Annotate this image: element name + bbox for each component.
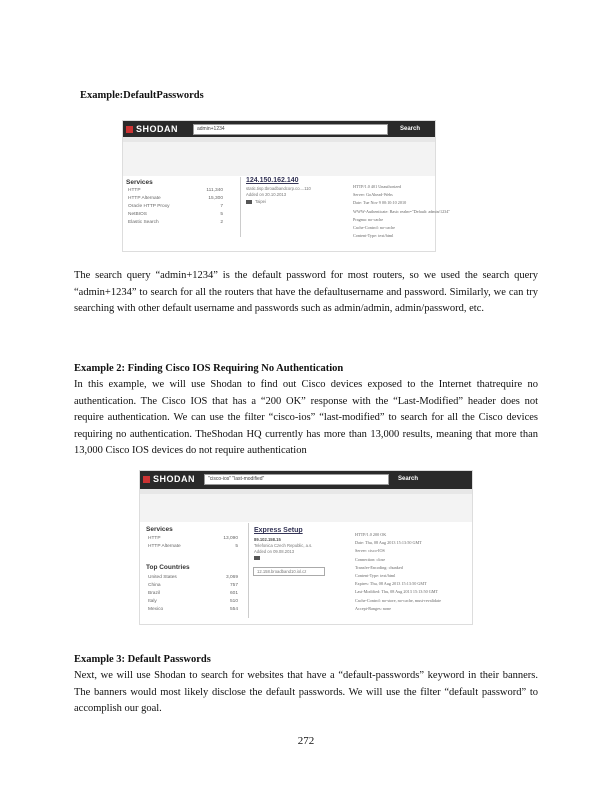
search-button[interactable]: Search <box>398 476 419 482</box>
column-divider <box>240 177 241 237</box>
result-ip: 89.102.158.15 <box>254 537 281 542</box>
example-3-paragraph: Next, we will use Shodan to search for websites that have a “default-passwords” keyword in their banners. The banners would most likely disclose the default passwords. We will use the filter “default password” to accomplish our goal. <box>74 670 538 715</box>
example-1-paragraph: The search query “admin+1234” is the default password for most routers, so we used the search query “admin+1234” to search for all the routers that have the defaultusername and password. Similarly, we can try searching with other default username and passwords such as admin/admin, admin/password, etc. <box>74 270 538 315</box>
shodan-topbar <box>140 471 472 489</box>
search-input[interactable]: admin+1234 <box>193 124 388 135</box>
shodan-logo: SHODAN <box>143 474 195 484</box>
example-3-heading: Example 3: Default Passwords <box>74 654 211 665</box>
shodan-topbar <box>123 121 435 137</box>
service-row[interactable]: NetBIOS 5 <box>128 212 223 217</box>
search-button[interactable]: Search <box>400 126 421 132</box>
search-input[interactable]: "cisco-ios" "last-modified" <box>204 474 389 485</box>
result-hostname-box[interactable]: 12.158.broadband10.iol.cz <box>253 567 325 576</box>
service-row[interactable]: HTTP Alternate 5 <box>148 544 238 549</box>
example-2-heading: Example 2: Finding Cisco IOS Requiring No Authentication <box>74 363 344 374</box>
country-row[interactable]: United States 3,069 <box>148 575 238 580</box>
country-row[interactable]: Italy 510 <box>148 599 238 604</box>
filter-band <box>140 494 472 522</box>
page-number: 272 <box>297 735 315 747</box>
result-added-date: Added on 09.08.2013 <box>254 549 295 554</box>
shodan-screenshot-1 <box>122 120 451 252</box>
service-row[interactable]: Elastic Search 2 <box>128 220 223 225</box>
services-title: Services <box>126 179 153 186</box>
service-row[interactable]: HTTP Alternate 15,300 <box>128 196 223 201</box>
result-host: static.tisp.tbroadbandcorp.co....110 <box>246 186 311 191</box>
flag-icon <box>254 556 260 561</box>
result-added-date: Added on 20.10.2013 <box>246 192 287 197</box>
service-row[interactable]: HTTP 111,340 <box>128 188 223 193</box>
top-countries-title: Top Countries <box>146 564 190 571</box>
shodan-screenshot-2 <box>139 470 473 625</box>
result-title-link[interactable]: Express Setup <box>254 527 303 534</box>
services-title: Services <box>146 526 173 533</box>
result-ip-link[interactable]: 124.150.162.140 <box>246 177 299 184</box>
result-org: Telefonica Czech Republic, a.s. <box>254 543 313 548</box>
shodan-logo: SHODAN <box>126 124 178 134</box>
column-divider <box>248 523 249 618</box>
service-row[interactable]: Oracle HTTP Proxy 7 <box>128 204 223 209</box>
service-row[interactable]: HTTP 13,090 <box>148 536 238 541</box>
result-banner: HTTP/1.0 401 Unauthorized Server: GoAhead-Webs Date: Tue Nov 9 00:10:10 2010 WWW-Authenticate: Basic realm="Default: admin/1234" Pragma: no-cache Cache-Control: no-cache Content-Type: text/html <box>353 184 451 239</box>
flag-icon <box>246 200 252 204</box>
country-row[interactable]: China 757 <box>148 583 238 588</box>
result-banner: HTTP/1.0 200 OK Date: Thu, 08 Aug 2013 15:13:50 GMT Server: cisco-IOS Connection: close Transfer-Encoding: chunked Content-Type: text/html Expires: Thu, 08 Aug 2013 15:13:50 GMT Last-Modified: Thu, 08 Aug 2013 15:13:50 GMT Cache-Control: no-store, no-cache, must-revalidate Accept-Ranges: none <box>355 532 441 611</box>
example-2-paragraph: In this example, we will use Shodan to find out Cisco devices exposed to the Internet thatrequire no authentication. The Cisco IOS that has a “200 OK” response with the “Last-Modified” header does not require authentication. We can use the filter “cisco-ios” “last-modified” to search for all the Cisco devices requiring no authentication. TheShodan HQ currently has more than 13,000 results, meaning that more than 13,000 Cisco IOS devices do not require authentication <box>74 379 538 457</box>
result-location: Taipei <box>246 199 266 204</box>
country-row[interactable]: Brazil 601 <box>148 591 238 596</box>
filter-band <box>123 142 435 176</box>
country-row[interactable]: Mexico 554 <box>148 607 238 612</box>
example-1-heading: Example:DefaultPasswords <box>80 90 204 101</box>
